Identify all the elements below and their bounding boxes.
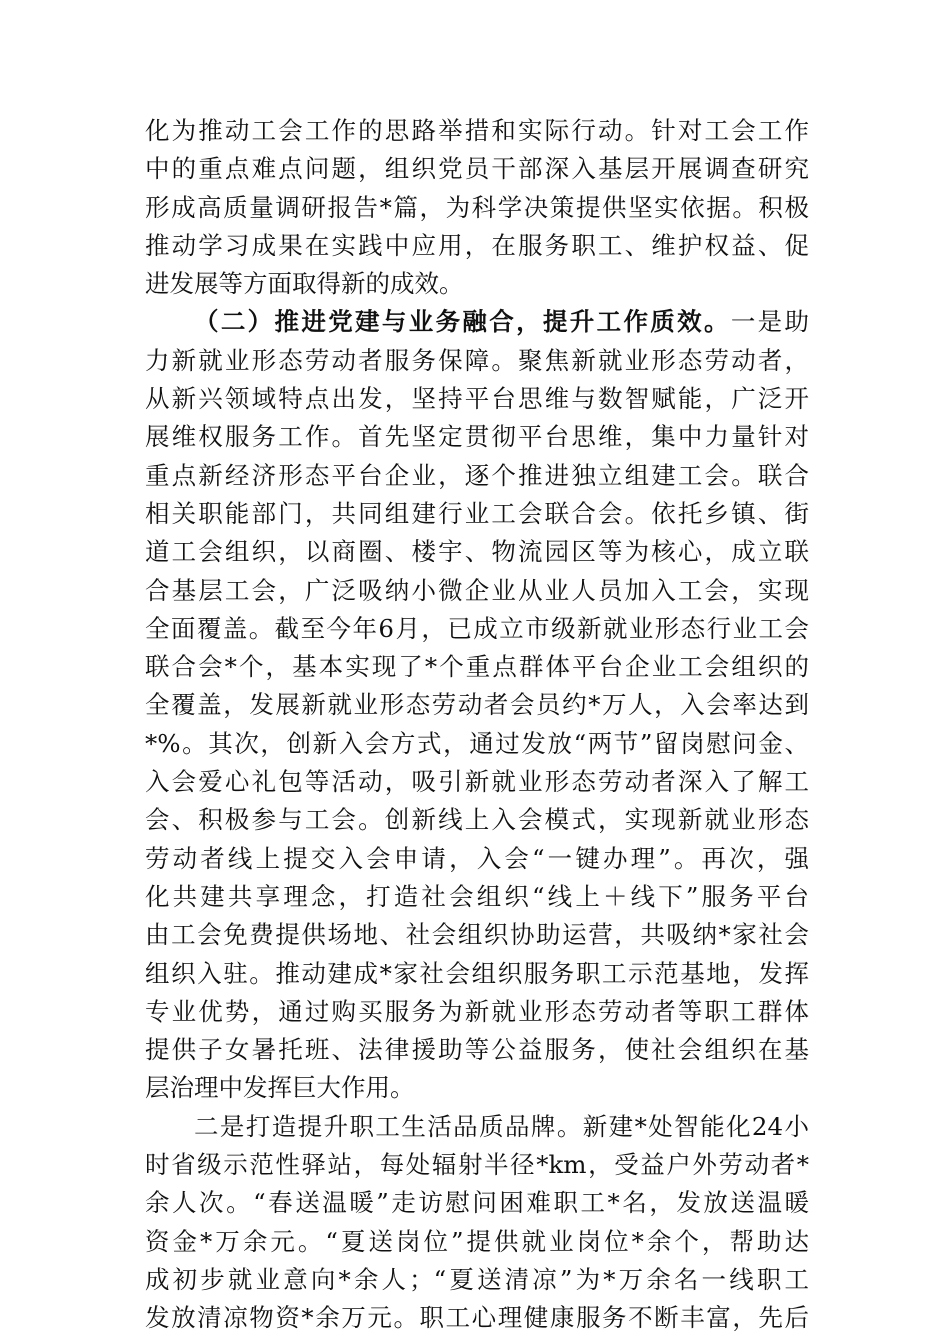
text-line: 力新就业形态劳动者服务保障。聚焦新就业形态劳动者， [145, 345, 809, 375]
text-line: 推动学习成果在实践中应用，在服务职工、维护权益、促 [145, 230, 809, 260]
text-line: *%。其次，创新入会方式，通过发放“两节”留岗慰问金、 [145, 728, 809, 758]
text-line: 成初步就业意向*余人；“夏送清凉”为*万余名一线职工 [145, 1264, 809, 1294]
text-line: 全覆盖，发展新就业形态劳动者会员约*万人，入会率达到 [145, 690, 809, 720]
text-line: 余人次。“春送温暖”走访慰问困难职工*名，发放送温暖 [145, 1188, 809, 1218]
text-line: 层治理中发挥巨大作用。 [145, 1073, 415, 1103]
text-line: 由工会免费提供场地、社会组织协助运营，共吸纳*家社会 [145, 920, 809, 950]
text-line: 从新兴领域特点出发，坚持平台思维与数智赋能，广泛开 [145, 384, 809, 414]
text-line: 重点新经济形态平台企业，逐个推进独立组建工会。联合 [145, 460, 809, 490]
text-line: 进发展等方面取得新的成效。 [145, 269, 464, 299]
text-line: 相关职能部门，共同组建行业工会联合会。依托乡镇、街 [145, 498, 809, 528]
text-line: 道工会组织，以商圈、楼宇、物流园区等为核心，成立联 [145, 537, 809, 567]
text-line: 专业优势，通过购买服务为新就业形态劳动者等职工群体 [145, 996, 809, 1026]
heading-line [145, 303, 809, 341]
text-line: 中的重点难点问题，组织党员干部深入基层开展调查研究 [145, 154, 809, 184]
section-heading: （二）推进党建与业务融合，提升工作质效。 [194, 307, 731, 337]
text-line: 资金*万余元。“夏送岗位”提供就业岗位*余个，帮助达 [145, 1226, 809, 1256]
paragraph-1 [145, 112, 809, 303]
text-line: 联合会*个，基本实现了*个重点群体平台企业工会组织的 [145, 652, 809, 682]
heading-line-rest: 一是助 [730, 307, 809, 337]
text-line: 入会爱心礼包等活动，吸引新就业形态劳动者深入了解工 [145, 767, 809, 797]
text-line: 时省级示范性驿站，每处辐射半径*km，受益户外劳动者* [145, 1150, 809, 1180]
text-line: 二是打造提升职工生活品质品牌。新建*处智能化24小 [194, 1111, 809, 1141]
text-line: 组织入驻。推动建成*家社会组织服务职工示范基地，发挥 [145, 958, 809, 988]
paragraph-2 [145, 303, 809, 1107]
text-line: 提供子女暑托班、法律援助等公益服务，使社会组织在基 [145, 1035, 809, 1065]
text-line: 全面覆盖。截至今年6月，已成立市级新就业形态行业工会 [145, 613, 809, 643]
text-line: 化共建共享理念，打造社会组织“线上＋线下”服务平台 [145, 881, 809, 911]
paragraph-3 [145, 1108, 809, 1338]
text-line: 会、积极参与工会。创新线上入会模式，实现新就业形态 [145, 805, 809, 835]
text-line: 化为推动工会工作的思路举措和实际行动。针对工会工作 [145, 116, 809, 145]
text-line: 展维权服务工作。首先坚定贯彻平台思维，集中力量针对 [145, 422, 809, 452]
text-line: 发放清凉物资*余万元。职工心理健康服务不断丰富，先后 [145, 1303, 809, 1333]
text-line: 合基层工会，广泛吸纳小微企业从业人员加入工会，实现 [145, 575, 809, 605]
text-line: 形成高质量调研报告*篇，为科学决策提供坚实依据。积极 [145, 192, 809, 222]
document-page [145, 112, 809, 1338]
text-line: 劳动者线上提交入会申请，入会“一键办理”。再次，强 [145, 843, 809, 873]
